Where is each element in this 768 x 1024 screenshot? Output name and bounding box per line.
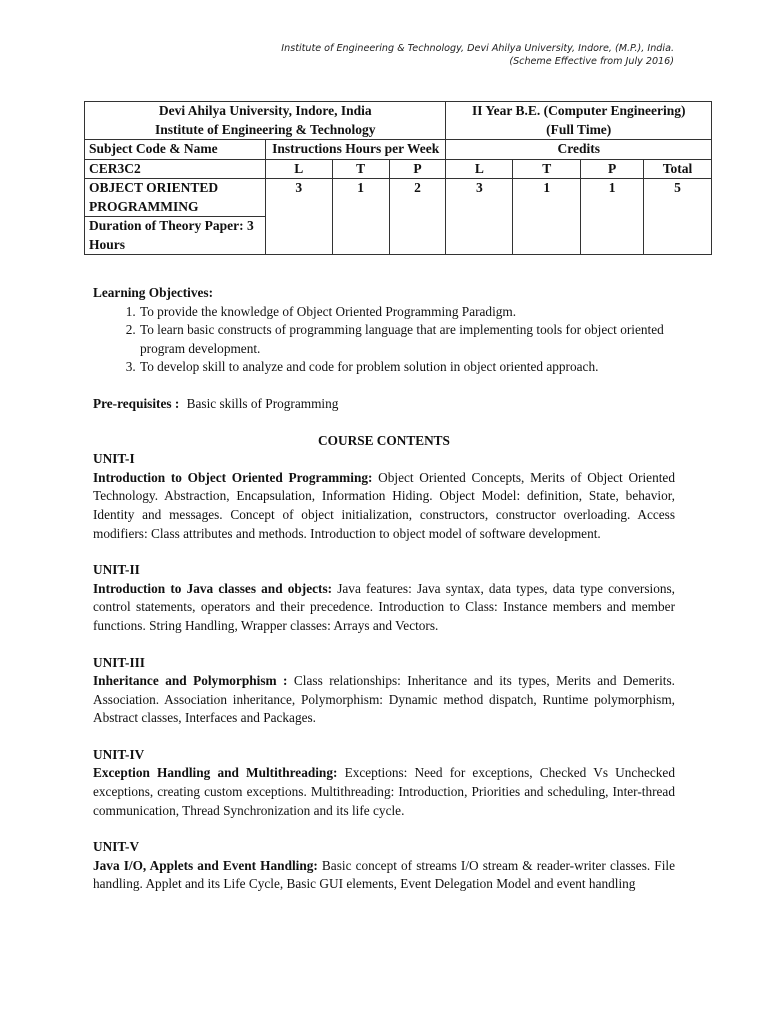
unit-title: UNIT-I — [93, 451, 135, 467]
unit-lead: Java I/O, Applets and Event Handling: — [93, 857, 318, 873]
subject-code: CER3C2 — [85, 159, 266, 179]
unit-5 — [93, 838, 675, 894]
credits-label: Credits — [446, 140, 712, 160]
prerequisites-text: Basic skills of Programming — [186, 395, 339, 411]
list-item: 2. To learn basic constructs of programming language that are implementing tools for object oriented program development. — [139, 321, 675, 358]
credits-p-value: 1 — [581, 179, 644, 255]
unit-title: UNIT-II — [93, 562, 140, 578]
unit-description — [93, 580, 675, 636]
objectives-title: Learning Objectives: — [93, 285, 214, 300]
unit-text: Class relationships: Inheritance and its types, Merits and Demerits. Association. Association inheritance, Polymorphism: Dynamic method dispatch, Runtime polymorphism, Abstract classes, Interfaces and Packages. — [93, 673, 675, 726]
unit-lead: Introduction to Object Oriented Programming: — [93, 469, 373, 485]
unit-1 — [93, 450, 675, 543]
table-row — [85, 159, 712, 179]
unit-3 — [93, 654, 675, 728]
hours-t-header: T — [332, 159, 389, 179]
hours-p-header: P — [389, 159, 446, 179]
credits-t-header: T — [513, 159, 581, 179]
credits-l-value: 3 — [446, 179, 513, 255]
program-year: II Year B.E. (Computer Engineering) — [471, 103, 686, 118]
unit-2 — [93, 561, 675, 635]
syllabus-content — [93, 284, 675, 912]
table-row — [85, 102, 712, 140]
unit-lead: Inheritance and Polymorphism : — [93, 673, 288, 689]
table-row — [85, 140, 712, 160]
unit-title: UNIT-IV — [93, 746, 145, 762]
unit-text: Java features: Java syntax, data types, data type conversions, control statements, operators and their precedence. Introduction to Class: Instance members and member functions. String Handling, Wrapper classes: Arrays and Vectors. — [93, 580, 675, 633]
prerequisites — [93, 395, 675, 414]
subject-name: OBJECT ORIENTED PROGRAMMING — [85, 179, 266, 217]
syllabus-table — [84, 101, 712, 255]
hours-t-value: 1 — [332, 179, 389, 255]
objectives-list — [93, 303, 675, 377]
hours-l-header: L — [265, 159, 332, 179]
program-mode: (Full Time) — [546, 121, 612, 137]
credits-l-header: L — [446, 159, 513, 179]
course-contents-heading: COURSE CONTENTS — [318, 432, 450, 448]
unit-title: UNIT-V — [93, 839, 140, 855]
header-institute: Institute of Engineering & Technology, Devi Ahilya University, Indore, (M.P.), India. — [281, 43, 674, 54]
credits-total-value: 5 — [644, 179, 712, 255]
list-item: 3. To develop skill to analyze and code for problem solution in object oriented approach. — [139, 358, 675, 377]
institution-cell — [85, 102, 446, 140]
page-header — [281, 42, 674, 68]
unit-description — [93, 672, 675, 728]
unit-4 — [93, 746, 675, 820]
unit-title: UNIT-III — [93, 654, 145, 670]
unit-text: Object Oriented Concepts, Merits of Object Oriented Technology. Abstraction, Encapsulation, Information Hiding. Object Model: definition, State, behavior, Identity and messages. Concept of object initialization, constructors, constructor overloading. Access modifiers: Class attributes and methods. Introduction to object model of software development. — [93, 469, 675, 541]
unit-text: Exceptions: Need for exceptions, Checked Vs Unchecked exceptions, creating custom exceptions. Multithreading: Introduction, Priorities and scheduling, Inter-thread communication, Thread Synchronization and its life cycle. — [93, 765, 675, 818]
program-cell — [446, 102, 712, 140]
prerequisites-label: Pre-requisites : — [93, 395, 180, 411]
hours-l-value: 3 — [265, 179, 332, 255]
unit-description — [93, 469, 675, 543]
credits-total-header: Total — [644, 159, 712, 179]
credits-p-header: P — [581, 159, 644, 179]
unit-description — [93, 764, 675, 820]
header-scheme: (Scheme Effective from July 2016) — [509, 56, 674, 67]
hours-p-value: 2 — [389, 179, 446, 255]
list-item: 1. To provide the knowledge of Object Oriented Programming Paradigm. — [139, 303, 675, 322]
instruction-hours-label: Instructions Hours per Week — [265, 140, 446, 160]
unit-lead: Introduction to Java classes and objects: — [93, 580, 333, 596]
unit-lead: Exception Handling and Multithreading: — [93, 765, 338, 781]
unit-text: Basic concept of streams I/O stream & reader-writer classes. File handling. Applet and its Life Cycle, Basic GUI elements, Event Delegation Model and event handling — [93, 857, 675, 892]
duration-cell: Duration of Theory Paper: 3 Hours — [85, 217, 266, 255]
subject-label: Subject Code & Name — [85, 140, 266, 160]
unit-description — [93, 857, 675, 894]
credits-t-value: 1 — [513, 179, 581, 255]
table-row — [85, 179, 712, 217]
university-name: Devi Ahilya University, Indore, India — [158, 103, 372, 118]
institute-name: Institute of Engineering & Technology — [154, 121, 376, 137]
